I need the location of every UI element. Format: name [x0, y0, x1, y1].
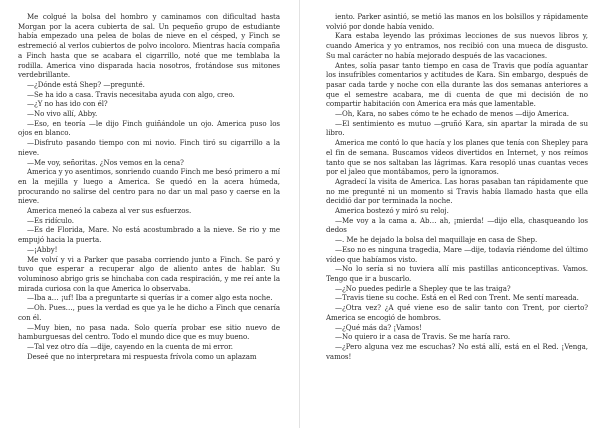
paragraph: America me contó lo que hacía y los planes que tenía con Shepley para el fin de semana. Buscamos vídeos divertidos en Internet, y nos reímos tanto que se nos saltaban las lágrimas. Kara resopló unas cuantas veces por el jaleo que montábamos, pero la ignoramos. — [326, 138, 588, 177]
paragraph: —¿Y no has ido con él? — [27, 99, 108, 109]
paragraph: —Es de Florida, Mare. No está acostumbrado a la nieve. Se rio y me empujó hacia la puerta. — [18, 225, 280, 245]
paragraph: —¿Otra vez? ¿A qué viene eso de salir tanto con Trent, por cierto? America se encogió de hombros. — [326, 303, 588, 322]
paragraph: —Eso no es ninguna tragedia, Mare —dije, todavía riéndome del último vídeo que habíamos visto. — [326, 244, 588, 264]
paragraph: —No quiero ir a casa de Travis. Se me haría raro. — [335, 332, 511, 342]
paragraph: Deseé que no interpretara mi respuesta frívola como un aplazam — [27, 351, 257, 361]
paragraph: —Eso, en teoría —le dijo Finch guiñándole un ojo. America puso los ojos en blanco. — [18, 118, 280, 138]
paragraph: —¿Qué más da? ¡Vamos! — [335, 322, 422, 332]
paragraph: —No vivo allí, Abby. — [27, 109, 98, 119]
paragraph: —¡Abby! — [27, 244, 58, 254]
paragraph: —¿No puedes pedirle a Shepley que te las traiga? — [335, 283, 511, 293]
paragraph: America bostezó y miró su reloj. — [335, 206, 449, 216]
paragraph: —Me voy, señoritas. ¿Nos vemos en la cena? — [27, 157, 184, 167]
paragraph: —Oh, Kara, no sabes cómo te he echado de menos —dijo America. — [335, 109, 569, 119]
paragraph: —Se ha ido a casa. Travis necesitaba ayuda con algo, creo. — [27, 89, 235, 99]
paragraph: —¿Dónde está Shep? —pregunté. — [27, 79, 145, 89]
left-page — [18, 12, 280, 422]
paragraph: —Iba a… ¡uf! Iba a preguntarte si querías ir a comer algo esta noche. — [27, 293, 273, 303]
paragraph: —El sentimiento es mutuo —gruñó Kara, sin apartar la mirada de su libro. — [326, 118, 588, 138]
paragraph: America meneó la cabeza al ver sus esfuerzos. — [27, 206, 192, 216]
paragraph: —Oh. Pues…, pues la verdad es que ya le he dicho a Finch que cenaría con él. — [18, 303, 280, 322]
paragraph: —Tal vez otro día —dije, cayendo en la cuenta de mi error. — [27, 341, 233, 351]
paragraph: —Es ridículo. — [27, 215, 74, 225]
paragraph: America y yo asentimos, sonriendo cuando Finch me besó primero a mí en la mejilla y luego a America. Se quedó en la acera húmeda, procurando no salirse del centro para no dar un mal paso y caerse en la nieve. — [18, 167, 280, 206]
paragraph: Me volví y vi a Parker que pasaba corriendo junto a Finch. Se paró y tuvo que esperar a recuperar algo de aliento antes de hablar. Su voluminoso abrigo gris se hinchaba con cada respiración, y me reí ante la mirada curiosa con la que America lo observaba. — [18, 254, 280, 293]
paragraph: —. Me he dejado la bolsa del maquillaje en casa de Shep. — [335, 235, 538, 245]
paragraph: —Disfruto pasando tiempo con mi novio. Finch tiró su cigarrillo a la nieve. — [18, 138, 280, 157]
right-page — [326, 12, 588, 422]
paragraph: —Muy bien, no pasa nada. Solo quería probar ese sitio nuevo de hamburguesas del centro. Todo el mundo dice que es muy bueno. — [18, 322, 280, 342]
paragraph: iento. Parker asintió, se metió las manos en los bolsillos y rápidamente volvió por donde había venido. — [326, 12, 588, 31]
paragraph: Kara estaba leyendo las próximas lecciones de sus nuevos libros y, cuando America y yo entramos, nos recibió con una mueca de disgusto. Su mal carácter no había mejorado después de las vacaciones. — [326, 31, 588, 60]
paragraph: —No lo sería si no tuviera allí mis pastillas anticonceptivas. Vamos. Tengo que ir a buscarlo. — [326, 264, 588, 283]
paragraph: —¿Pero alguna vez me escuchas? No está allí, está en el Red. ¡Venga, vamos! — [326, 341, 588, 361]
page-gutter — [299, 0, 300, 428]
paragraph: —Me voy a la cama a. Ab… ah, ¡mierda! —dijo ella, chasqueando los dedos — [326, 215, 588, 235]
paragraph: —Travis tiene su coche. Está en el Red con Trent. Me sentí mareada. — [335, 293, 579, 303]
paragraph: Agradecí la visita de America. Las horas pasaban tan rápidamente que no me pregunté ni un momento si Travis había llamado hasta que ella decidió dar por terminada la noche. — [326, 176, 588, 206]
paragraph: Antes, solía pasar tanto tiempo en casa de Travis que podía aguantar los insufribles comentarios y actitudes de Kara. Sin embargo, después de pasar cada tarde y noche con ella durante las dos semanas anteriores a que el semestre acabara, me di cuenta de que mi decisión de no compartir habitación con America era más que lamentable. — [326, 60, 588, 109]
paragraph: Me colgué la bolsa del hombro y caminamos con dificultad hasta Morgan por la acera cubierta de sal. Un pequeño grupo de estudiante había empezado una pelea de bolas de nieve en el césped, y Finch se estremeció al verlos cubiertos de polvo incoloro. Mientras hacía compaña a Finch hasta que se acabara el cigarrillo, noté que me temblaba la rodilla. America vino disparada hacia nosotros, frotándose sus mitones verdebrillante. — [18, 12, 280, 80]
